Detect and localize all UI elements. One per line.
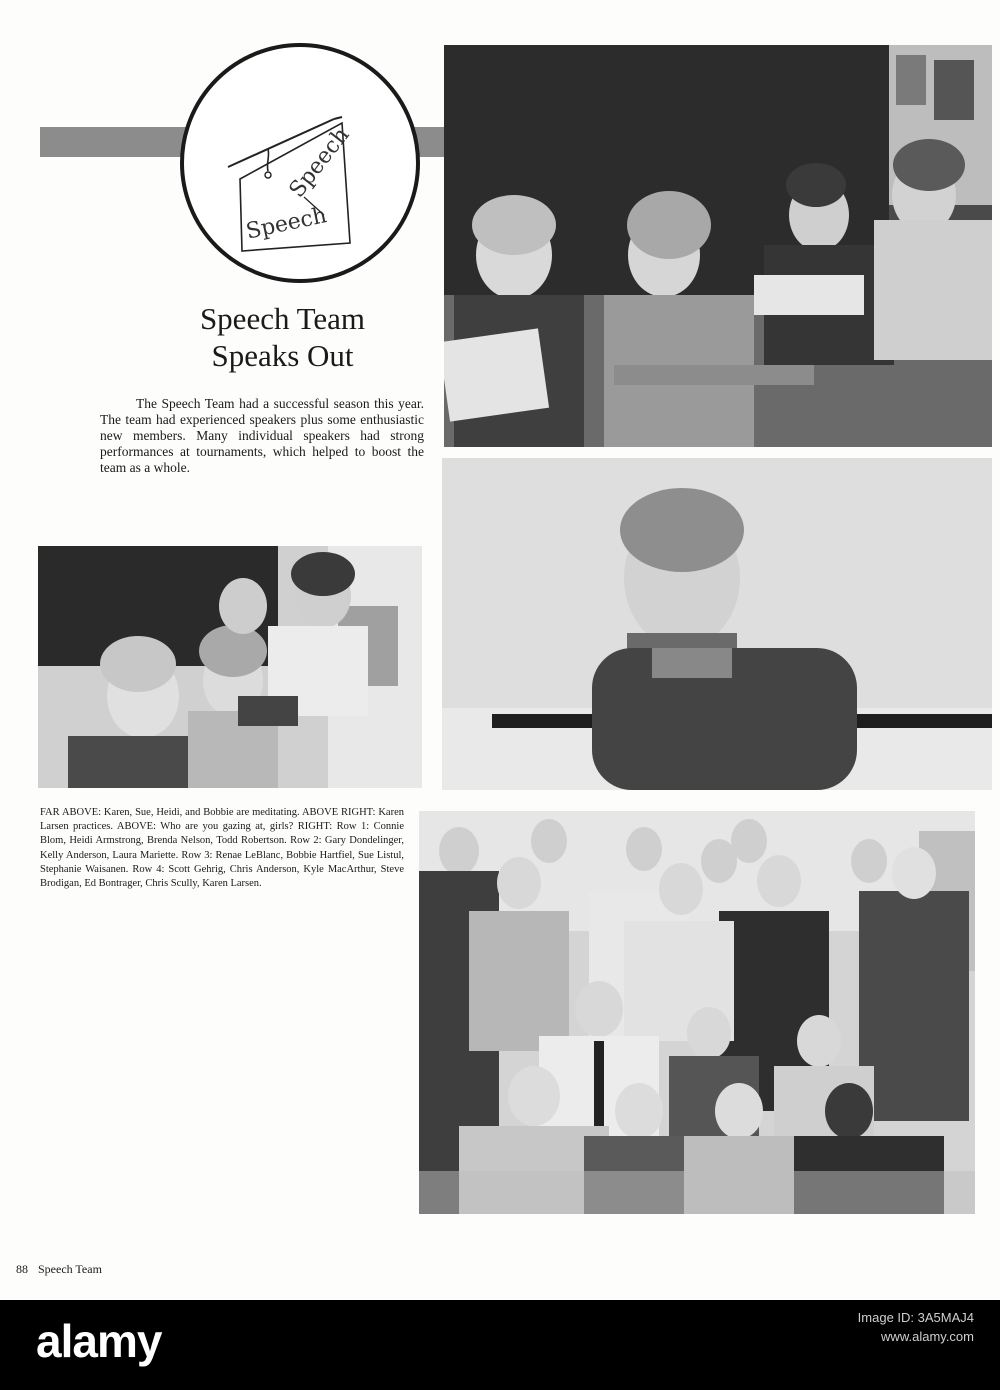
alamy-logo: alamy [36, 1315, 162, 1367]
page-section: Speech Team [38, 1262, 102, 1276]
intro-paragraph: The Speech Team had a successful season this year. The team had experienced speakers plus some enthusiastic new members. Many individual speakers had strong performances at tournaments, which helped to boost the team as a whole. [100, 396, 424, 475]
sign-word-diagonal: Speech [284, 122, 355, 203]
image-id-line: Image ID: 3A5MAJ4 [857, 1310, 974, 1325]
sign-word-horizontal: Speech [243, 203, 330, 245]
article-title [140, 300, 425, 374]
photo-students-at-desks [444, 45, 992, 447]
title-line-1: Speech Team [199, 301, 366, 336]
site-url: www.alamy.com [881, 1329, 974, 1344]
photo-girls-gazing [38, 546, 422, 788]
photo-speech-team-group [419, 811, 975, 1214]
page-number: 88 [16, 1262, 28, 1276]
image-meta [858, 1310, 974, 1344]
speech-logo-emblem [180, 43, 420, 283]
photo-caption: FAR ABOVE: Karen, Sue, Heidi, and Bobbie are meditating. ABOVE RIGHT: Karen Larsen practices. ABOVE: Who are you gazing at, girls? RIGHT: Row 1: Connie Blom, Heidi Armstrong, Brenda Nelson, Todd Robertson. Row 2: Gary Dondelinger, Kelly Anderson, Laura Mariette. Row 3: Renae LeBlanc, Bobbie Hartfiel, Sue Listul, Stephanie Waisanen. Row 4: Scott Gehrig, Chris Anderson, Kyle MacArthur, Steve Brodigan, Ed Bontrager, Chris Scully, Karen Larsen. [40, 807, 404, 890]
stock-watermark-bar [0, 1300, 1000, 1390]
title-line-2: Speaks Out [211, 338, 354, 373]
photo-karen-practices [442, 458, 992, 790]
speech-sign-drawing [184, 47, 416, 279]
page-folio [16, 1262, 112, 1277]
